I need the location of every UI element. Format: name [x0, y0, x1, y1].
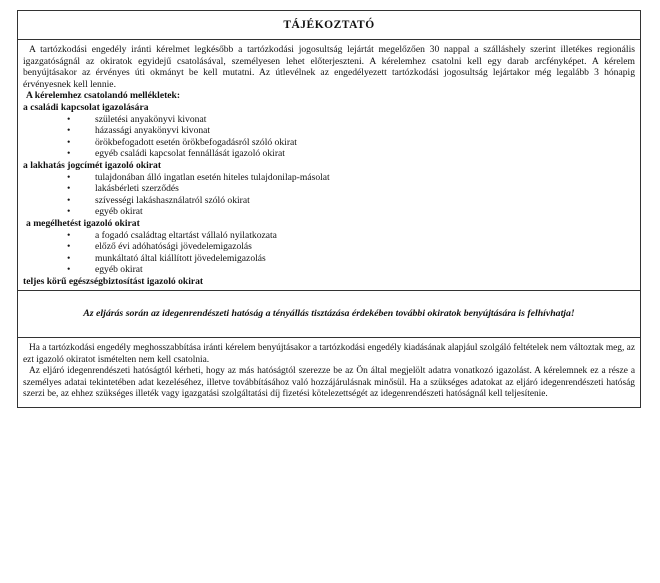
document-title: TÁJÉKOZTATÓ — [18, 11, 640, 40]
information-sheet — [17, 10, 641, 408]
main-section — [18, 40, 640, 291]
list-item: • örökbefogadott esetén örökbefogadásról szóló okirat — [23, 137, 635, 149]
bullet-list — [23, 230, 635, 276]
section-heading: a lakhatás jogcímét igazoló okirat — [23, 159, 162, 171]
list-item: • tulajdonában álló ingatlan esetén hiteles tulajdonilap-másolat — [23, 172, 635, 184]
footer-section — [18, 338, 640, 406]
footer-paragraph: Az eljáró idegenrendészeti hatóságtól kérheti, hogy az más hatóságtól szerezze be az Ön által megjelölt adatra vonatkozó igazolást. A kérelemnek ez a része a személyes adatai tekintetében adat kezeléséhez, illetve továbbításához való hozzájárulásnak minősül. Ha a szükséges adatokat az eljáró idegenrendészeti hatóság szerzi be, az ehhez szükséges illeték vagy igazgatási szolgáltatási díj fizetési kötelezettségét az idegenrendészeti hatóságnál kell teljesítenie. — [23, 366, 635, 400]
list-item: • születési anyakönyvi kivonat — [23, 114, 635, 126]
list-item: • munkáltató által kiállított jövedelemigazolás — [23, 253, 635, 265]
list-item: • szívességi lakáshasználatról szóló okirat — [23, 195, 635, 207]
section-subsistence — [23, 218, 635, 276]
intro-paragraph: A tartózkodási engedély iránti kérelmet legkésőbb a tartózkodási jogosultság lejártát megelőzően 30 nappal a szálláshely szerint illetékes regionális igazgatóságnál az okiratok egyidejű csatolásával, személyesen lehet előterjeszteni. A kérelemhez csatolni kell egy darab arcfényképet. A kérelem benyújtásakor az érvényes úti okmányt be kell mutatni. Az útlevélnek az engedélyezett tartózkodási jogosultság lejártakor még legalább 3 hónapig érvényesnek kell lennie. — [23, 44, 635, 90]
footer-paragraph: Ha a tartózkodási engedély meghosszabbítása iránti kérelem benyújtásakor a tartózkodási engedély kiadásának alapjául szolgáló feltételek nem változtak meg, az ezt igazoló okiratot ismételten nem kell csatolnia. — [23, 343, 635, 365]
notice-text: Az eljárás során az idegenrendészeti hatóság a tényállás tisztázása érdekében további okiratok benyújtására is felhívhatja! — [83, 308, 575, 320]
section-housing — [23, 160, 635, 218]
list-item: • lakásbérleti szerződés — [23, 183, 635, 195]
section-family — [23, 102, 635, 160]
section-heading: a megélhetést igazoló okirat — [26, 217, 140, 229]
list-item: • házassági anyakönyvi kivonat — [23, 125, 635, 137]
bullet-list — [23, 172, 635, 218]
list-item: • előző évi adóhatósági jövedelemigazolás — [23, 241, 635, 253]
notice-box — [18, 291, 640, 338]
list-item: • a fogadó családtag eltartást vállaló nyilatkozata — [23, 230, 635, 242]
health-insurance-line: teljes körű egészségbiztosítást igazoló okirat — [23, 275, 204, 287]
attachments-heading: A kérelemhez csatolandó mellékletek: — [26, 90, 181, 102]
list-item: • egyéb okirat — [23, 264, 635, 276]
bullet-list — [23, 114, 635, 160]
section-heading: a családi kapcsolat igazolására — [23, 101, 149, 113]
list-item: • egyéb családi kapcsolat fennállását igazoló okirat — [23, 148, 635, 160]
list-item: • egyéb okirat — [23, 206, 635, 218]
